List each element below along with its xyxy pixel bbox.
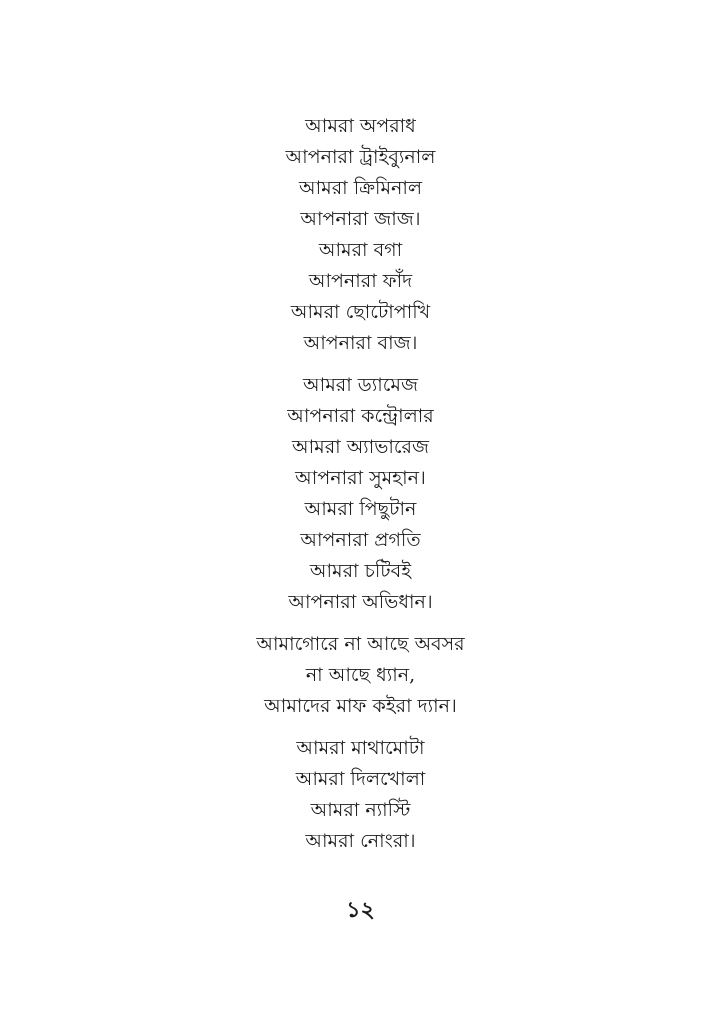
- poem-line: আমরা পিছুটান: [304, 498, 417, 520]
- poem-line: আপনারা সুমহান।: [295, 467, 426, 489]
- poem-line: না আছে ধ্যান,: [305, 664, 416, 686]
- poem-line: আমরা অ্যাভারেজ: [292, 436, 429, 458]
- poem-line: আপনারা জাজ।: [300, 208, 421, 230]
- poem-line: আমরা ছোটোপাখি: [290, 301, 431, 323]
- poem-line: আমরা অপরাধ: [305, 115, 416, 137]
- poem-line: আপনারা ট্রাইব্যুনাল: [285, 146, 436, 168]
- stanza-3: [0, 629, 721, 722]
- poem-line: আমাদের মাফ কইরা দ্যান।: [264, 695, 457, 717]
- poem-line: আপনারা প্রগতি: [300, 529, 421, 551]
- poem-line: আমরা ক্রিমিনাল: [298, 177, 423, 199]
- stanza-1: [0, 111, 721, 359]
- poem-line: আপনারা ফাঁদ: [308, 270, 413, 292]
- stanza-2: [0, 370, 721, 618]
- poem-line: আমরা দিলখোলা: [295, 768, 426, 790]
- poem-line: আমরা ন্যাস্টি: [310, 799, 411, 821]
- poem-line: আপনারা অভিধান।: [288, 591, 433, 613]
- stanza-4: [0, 733, 721, 857]
- poem-line: আপনারা বাজ।: [303, 332, 418, 354]
- poem-line: আমরা নোংরা।: [305, 830, 416, 852]
- page-number: ১২: [346, 897, 375, 923]
- poem-line: আমাগোরে না আছে অবসর: [256, 633, 465, 655]
- poem-line: আমরা ড্যামেজ: [303, 374, 418, 396]
- poem-line: আমরা বগা: [318, 239, 403, 261]
- poem-line: আপনারা কন্ট্রোলার: [287, 405, 434, 427]
- poem-line: আমরা মাথামোটা: [296, 737, 425, 759]
- poem-body: [0, 111, 721, 868]
- poem-line: আমরা চটিবই: [309, 560, 412, 582]
